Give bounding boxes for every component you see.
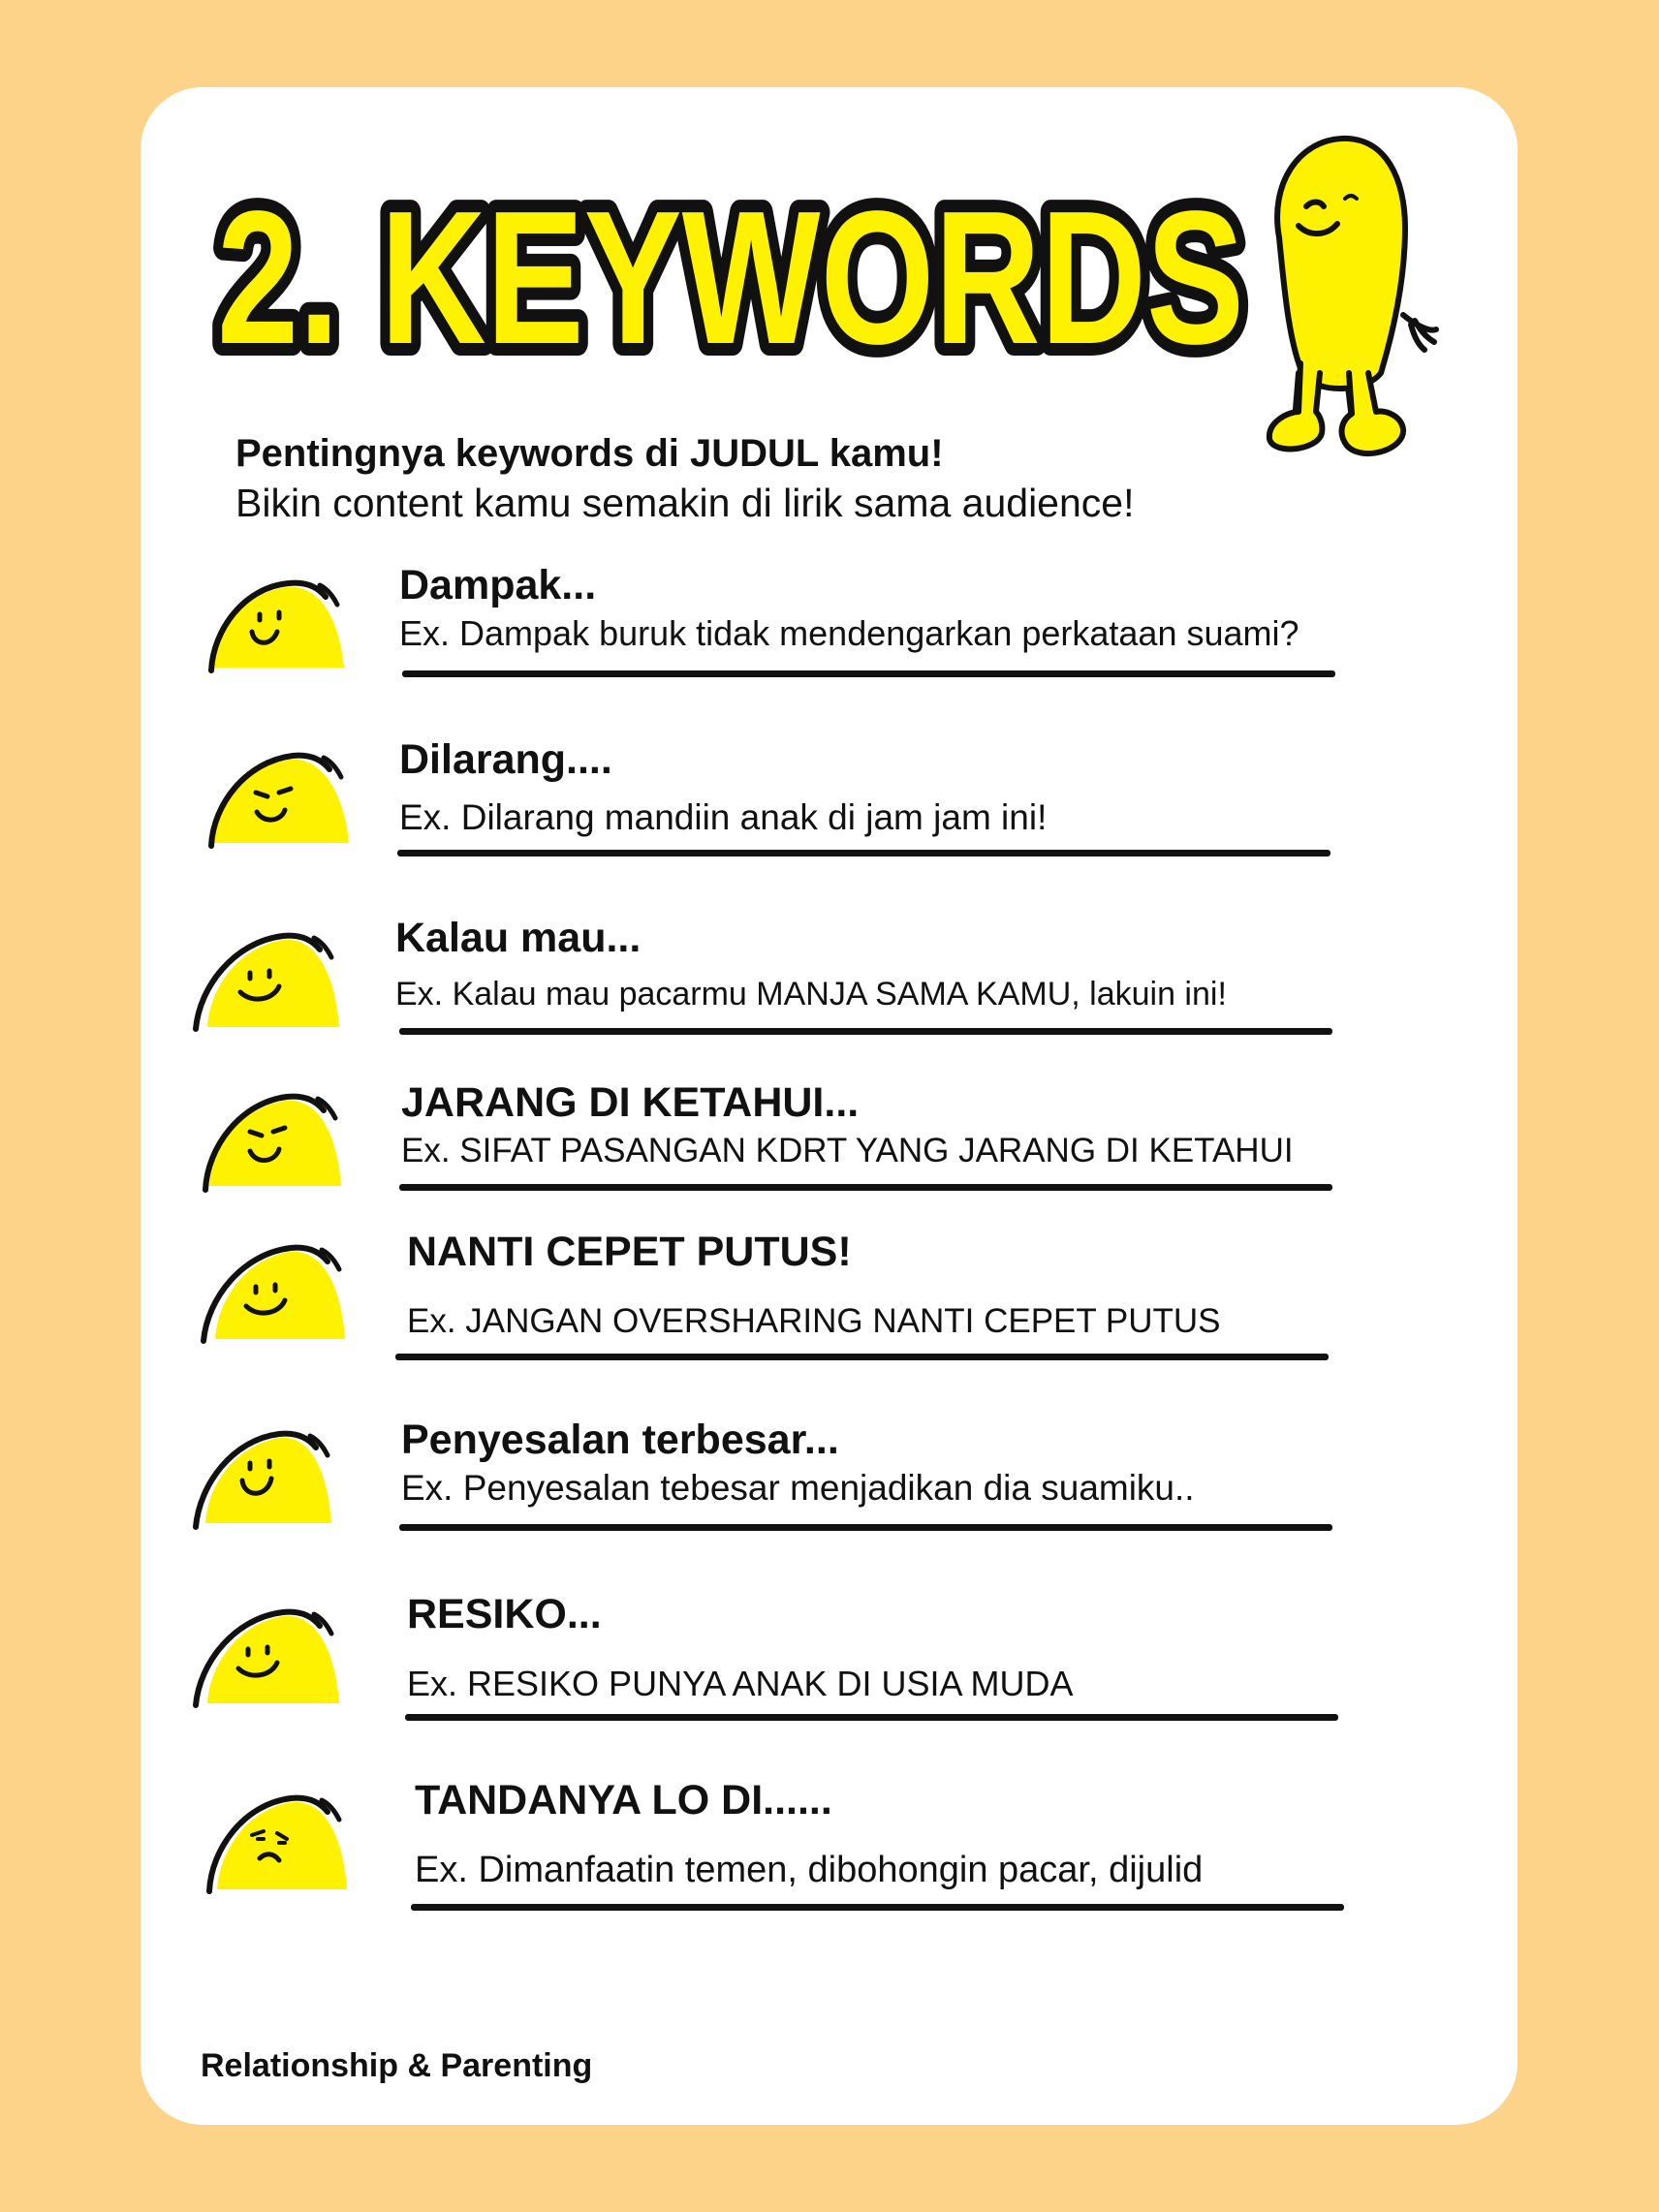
keyword-item (184, 734, 1444, 851)
keyword-label: Dampak... (399, 562, 597, 608)
keyword-label: TANDANYA LO DI...... (415, 1777, 832, 1823)
keyword-example: Ex. Dimanfaatin temen, dibohongin pacar, dijulid (415, 1850, 1204, 1890)
smiling-blob-icon (190, 1415, 374, 1541)
footer-caption: Relationship & Parenting (201, 2047, 593, 2084)
page-title-text: 2. KEYWORDS (217, 172, 1244, 376)
keyword-example: Ex. Dampak buruk tidak mendengarkan perkataan suami? (399, 613, 1299, 653)
smiling-blob-icon (190, 1589, 374, 1715)
page-title (211, 172, 1258, 376)
keyword-example: Ex. RESIKO PUNYA ANAK DI USIA MUDA (407, 1664, 1074, 1703)
smirking-blob-icon (196, 1077, 380, 1203)
keyword-item (184, 1589, 1444, 1705)
divider-line (399, 1184, 1332, 1191)
keyword-text (415, 1775, 1442, 1893)
divider-line (399, 1028, 1332, 1035)
keyword-example: Ex. SIFAT PASANGAN KDRT YANG JARANG DI KETAHUI (401, 1132, 1294, 1169)
divider-line (399, 1524, 1332, 1531)
smiling-blob-icon (190, 913, 374, 1039)
keyword-label: Penyesalan terbesar... (401, 1417, 839, 1463)
keyword-item (184, 1415, 1444, 1531)
divider-line (402, 670, 1335, 677)
keyword-text (407, 1227, 1434, 1345)
keyword-example: Ex. Dilarang mandiin anak di jam jam ini! (399, 797, 1048, 837)
keyword-example: Ex. Kalau mau pacarmu MANJA SAMA KAMU, lakuin ini! (395, 976, 1227, 1013)
keyword-label: RESIKO... (407, 1591, 602, 1637)
keyword-text (399, 560, 1426, 657)
smirking-blob-icon (203, 734, 388, 860)
keyword-example: Ex. JANGAN OVERSHARING NANTI CEPET PUTUS (407, 1302, 1221, 1340)
annoyed-blob-icon (202, 1775, 386, 1901)
keyword-text (395, 913, 1423, 1017)
divider-line (411, 1904, 1344, 1911)
divider-line (405, 1714, 1338, 1721)
intro-section (235, 429, 1398, 528)
keyword-item (184, 560, 1444, 676)
intro-heading: Pentingnya keywords di JUDUL kamu! (235, 432, 944, 475)
intro-subtitle: Bikin content kamu semakin di lirik sama audience! (235, 481, 1135, 525)
divider-line (397, 850, 1330, 857)
keyword-item (184, 1775, 1444, 1891)
keyword-example: Ex. Penyesalan tebesar menjadikan dia suamiku.. (401, 1468, 1195, 1508)
keyword-label: JARANG DI KETAHUI... (401, 1079, 860, 1126)
keyword-text (399, 734, 1426, 841)
keyword-item (184, 1227, 1444, 1343)
divider-line (395, 1354, 1329, 1360)
smiling-blob-icon (203, 566, 388, 692)
keyword-item (184, 1077, 1444, 1194)
keyword-text (407, 1589, 1434, 1707)
page-title-outline: 2. KEYWORDS (217, 172, 1244, 376)
keyword-item (184, 913, 1444, 1029)
keyword-label: NANTI CEPET PUTUS! (407, 1229, 852, 1275)
keyword-text (401, 1415, 1428, 1511)
keyword-label: Dilarang.... (399, 736, 612, 783)
keyword-label: Kalau mau... (395, 915, 642, 961)
smiling-blob-icon (198, 1227, 382, 1353)
keyword-text (401, 1077, 1428, 1174)
mascot-character-icon (1260, 131, 1444, 460)
